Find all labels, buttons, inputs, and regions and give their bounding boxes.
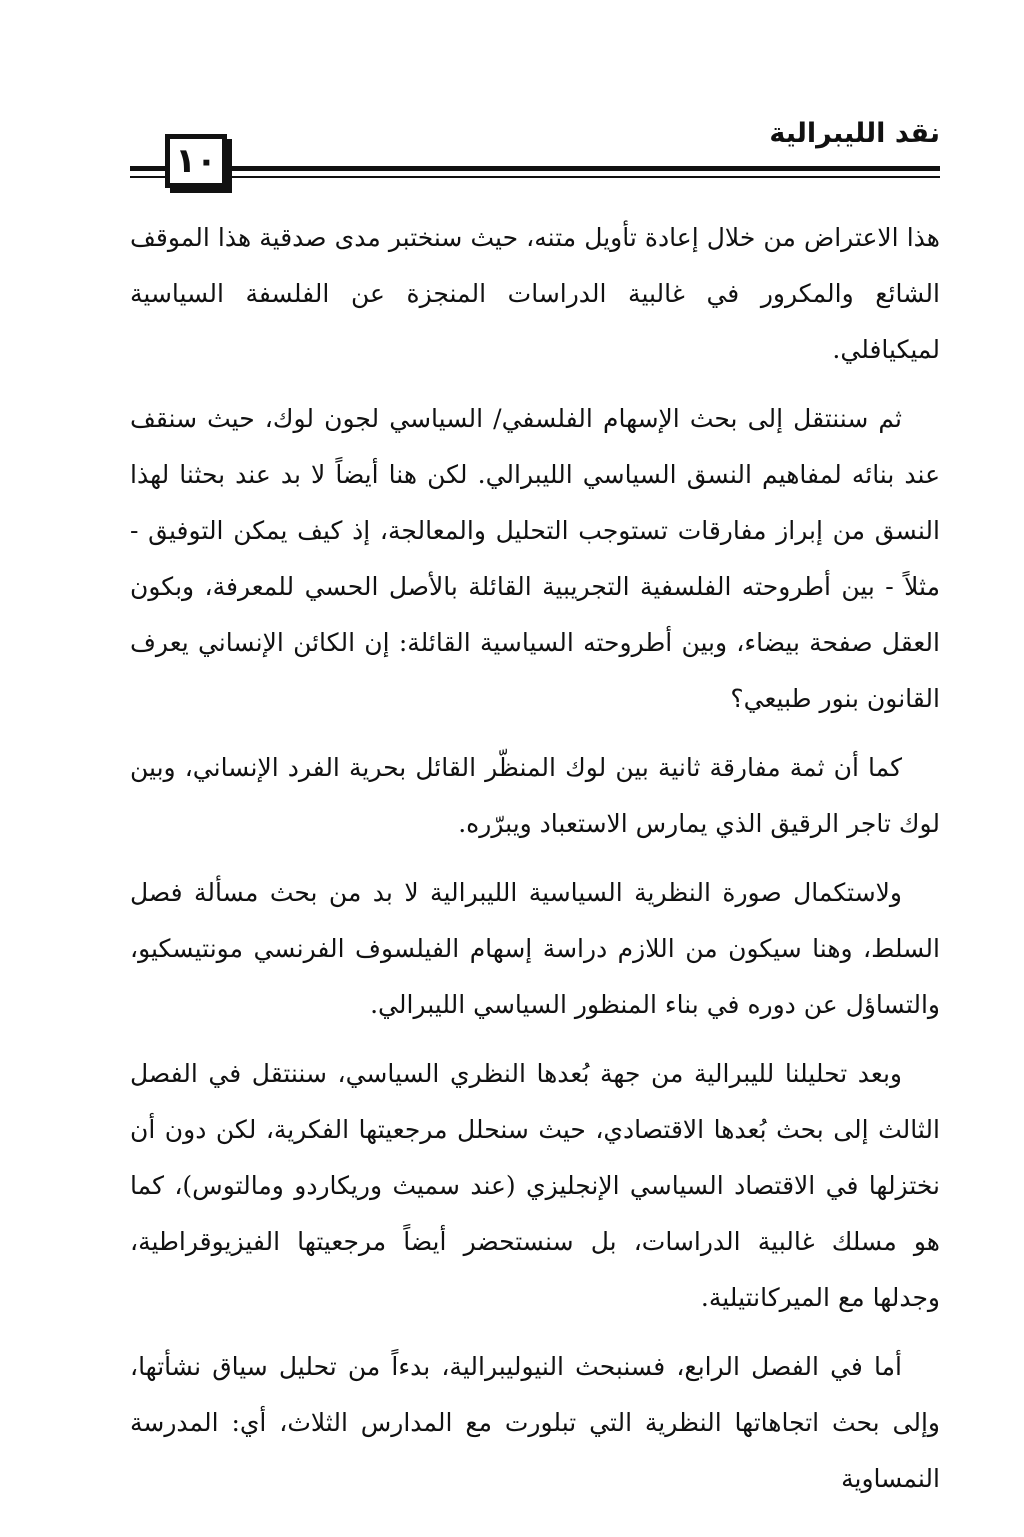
header-rule-thick <box>130 166 940 171</box>
paragraph-1: هذا الاعتراض من خلال إعادة تأويل متنه، حيث سنختبر مدى صدقية هذا الموقف الشائع والمكرور في غالبية الدراسات المنجزة عن الفلسفة السياسية لميكيافلي. <box>130 223 940 364</box>
page-number: ١٠ <box>175 141 217 181</box>
paragraph-3: كما أن ثمة مفارقة ثانية بين لوك المنظّر القائل بحرية الفرد الإنساني، وبين لوك تاجر الرقيق الذي يمارس الاستعباد ويبرّره. <box>130 753 940 838</box>
paragraph-2: ثم سننتقل إلى بحث الإسهام الفلسفي/ السياسي لجون لوك، حيث سنقف عند بنائه لمفاهيم النسق السياسي الليبرالي. لكن هنا أيضاً لا بد عند بحثنا لهذا النسق من إبراز مفارقات تستوجب التحليل والمعالجة، إذ كيف يمكن التوفيق - مثلاً - بين أطروحته الفلسفية التجريبية القائلة بالأصل الحسي للمعرفة، وبكون العقل صفحة بيضاء، وبين أطروحته السياسية القائلة: إن الكائن الإنساني يعرف القانون بنور طبيعي؟ <box>130 404 940 713</box>
body-text <box>130 210 940 1520</box>
paragraph-6: أما في الفصل الرابع، فسنبحث النيوليبرالية، بدءاً من تحليل سياق نشأتها، وإلى بحث اتجاهاتها النظرية التي تبلورت مع المدارس الثلاث، أي: المدرسة النمساوية <box>130 1352 940 1493</box>
page-number-box <box>165 134 227 188</box>
running-title: نقد الليبرالية <box>769 118 940 149</box>
header-rule-thin <box>130 176 940 178</box>
paragraph-5: وبعد تحليلنا لليبرالية من جهة بُعدها النظري السياسي، سننتقل في الفصل الثالث إلى بحث بُعدها الاقتصادي، حيث سنحلل مرجعيتها الفكرية، لكن دون أن نختزلها في الاقتصاد السياسي الإنجليزي (عند سميث وريكاردو ومالتوس)، كما هو مسلك غالبية الدراسات، بل سنستحضر أيضاً مرجعيتها الفيزيوقراطية، وجدلها مع الميركانتيلية. <box>130 1059 940 1312</box>
paragraph-4: ولاستكمال صورة النظرية السياسية الليبرالية لا بد من بحث مسألة فصل السلط، وهنا سيكون من اللازم دراسة إسهام الفيلسوف الفرنسي مونتيسكيو، والتساؤل عن دوره في بناء المنظور السياسي الليبرالي. <box>130 878 940 1019</box>
page-header <box>130 112 940 202</box>
